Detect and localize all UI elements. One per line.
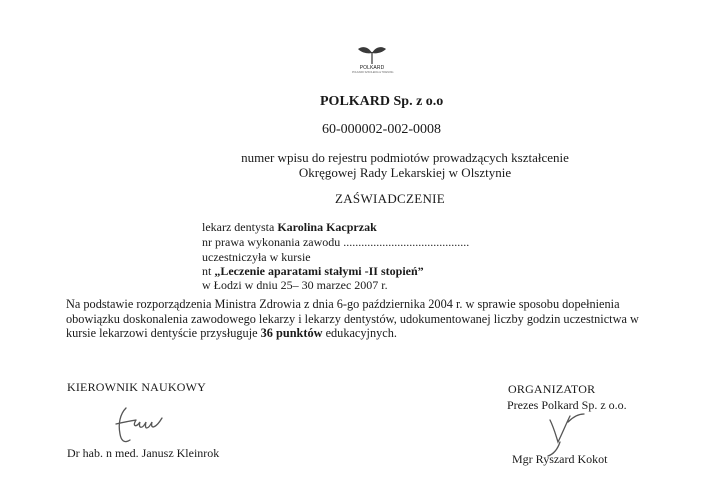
- recipient-prefix: lekarz dentysta: [202, 220, 278, 234]
- course-line: [202, 264, 424, 279]
- participation-line: uczestniczyła w kursie: [202, 250, 311, 264]
- recipient-line: [202, 220, 377, 235]
- course-prefix: nt: [202, 264, 215, 278]
- logo-subtitle: POLKARD SZKOLENIA & TRAINING: [352, 71, 394, 74]
- points-value: 36 punktów: [260, 326, 323, 340]
- registry-description: [230, 150, 580, 180]
- company-name: POLKARD Sp. z o.o: [320, 94, 444, 109]
- recipient-name: Karolina Kacprzak: [277, 220, 377, 234]
- logo-brand: POLKARD: [359, 65, 385, 71]
- course-date-line: w Łodzi w dniu 25– 30 marzec 2007 r.: [202, 278, 388, 292]
- registry-number: 60-000002-002-0008: [322, 122, 441, 137]
- company-logo: [352, 40, 392, 74]
- registry-desc-line-1: numer wpisu do rejestru podmiotów prowadzących kształcenie: [241, 150, 569, 165]
- scientific-director-role: KIEROWNIK NAUKOWY: [67, 380, 207, 394]
- legal-text: Na podstawie rozporządzenia Ministra Zdrowia z dnia 6-go października 2004 r. w sprawie sposobu dopełnienia obowiązku doskonalenia zawodowego lekarzy i lekarzy dentystów, udokumentowanej liczby godzin uczestnictwa w kursie lekarzowi dentyście przysługuje: [66, 297, 639, 340]
- document-title: ZAŚWIADCZENIE: [335, 191, 446, 206]
- legal-basis-paragraph: [66, 297, 666, 341]
- sprout-icon: [352, 40, 392, 66]
- license-number-line: nr prawa wykonania zawodu ..........................................: [202, 235, 470, 249]
- organizer-title: Prezes Polkard Sp. z o.o.: [507, 398, 627, 412]
- organizer-name: Mgr Ryszard Kokot: [512, 452, 608, 466]
- scientific-director-name: Dr hab. n med. Janusz Kleinrok: [67, 446, 220, 460]
- organizer-role: ORGANIZATOR: [508, 382, 596, 396]
- legal-text-end: edukacyjnych.: [322, 326, 397, 340]
- course-title: „Leczenie aparatami stałymi -II stopień”: [214, 264, 424, 278]
- registry-desc-line-2: Okręgowej Rady Lekarskiej w Olsztynie: [298, 165, 512, 180]
